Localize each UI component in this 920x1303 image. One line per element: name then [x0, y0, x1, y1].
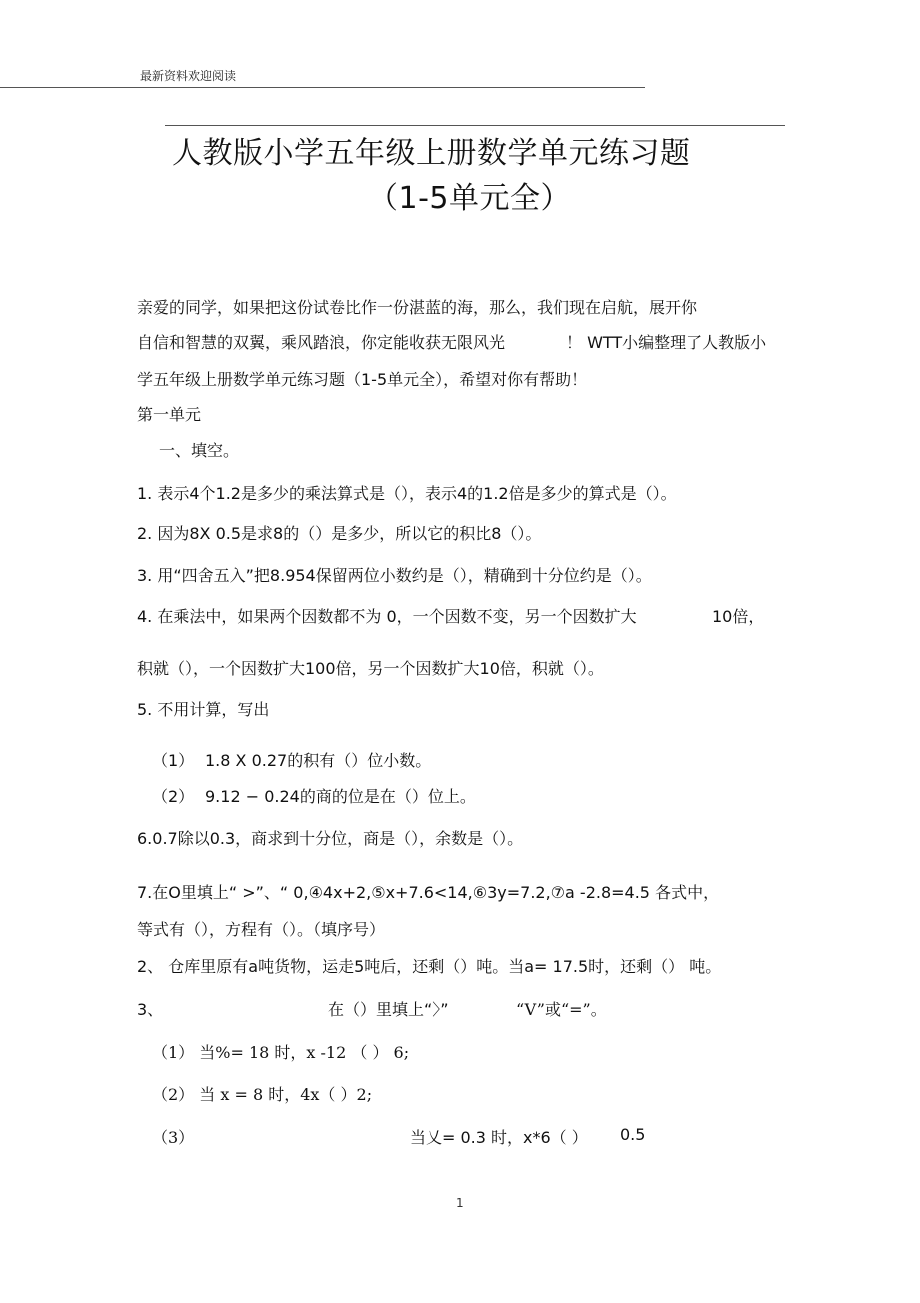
section-heading: 一、填空。 — [159, 441, 240, 460]
document-title: 人教版小学五年级上册数学单元练习题 — [172, 136, 691, 171]
compare-2: （2） 当 x = 8 时，4x（ ）2; — [152, 1085, 373, 1104]
question-3b-number: 3、 — [137, 1000, 164, 1019]
question-4-line-1: 4. 在乘法中，如果两个因数都不为 0，一个因数不变，另一个因数扩大 — [137, 607, 637, 626]
intro-line-2b: ！ WTT小编整理了人教版小 — [566, 333, 767, 352]
question-3b: 在（）里填上“〉” — [328, 1000, 449, 1019]
question-5-2-number: （2） — [152, 787, 195, 806]
question-6: 6.0.7除以0.3，商求到十分位，商是（），余数是（）。 — [137, 829, 524, 848]
document-subtitle: （1-5单元全） — [368, 181, 571, 216]
question-5-2: 9.12 − 0.24的商的位是在（）位上。 — [205, 787, 476, 806]
header-rule — [0, 87, 645, 88]
intro-line-2a: 自信和智慧的双翼，乘风踏浪，你定能收获无限风光 — [137, 333, 506, 352]
question-2b: 2、 仓库里原有a吨货物，运走5吨后，还剩（）吨。当a= 17.5时，还剩（） 吨。 — [137, 957, 722, 976]
compare-3-number: （3） — [152, 1128, 195, 1147]
question-5-1: 1.8 X 0.27的积有（）位小数。 — [205, 751, 432, 770]
intro-line-1: 亲爱的同学，如果把这份试卷比作一份湛蓝的海，那么，我们现在启航，展开你 — [137, 298, 698, 317]
compare-1: （1） 当%= 18 时，x -12 （ ） 6; — [152, 1043, 410, 1062]
question-4-line-1-end: 10倍， — [712, 607, 765, 626]
question-7-line-1: 7.在O里填上“ >”、“ 0,④4x+2,⑤x+7.6<14,⑥3y=7.2,⑦a -2.8=4.5 各式中， — [137, 883, 720, 902]
intro-line-3: 学五年级上册数学单元练习题（1-5单元全），希望对你有帮助！ — [137, 370, 588, 389]
question-3: 3. 用“四舍五入”把8.954保留两位小数约是（），精确到十分位约是（）。 — [137, 566, 652, 585]
question-5-1-number: （1） — [152, 751, 195, 770]
title-rule — [165, 125, 785, 126]
compare-3-value: 0.5 — [620, 1125, 646, 1144]
question-7-line-2: 等式有（），方程有（）。（填序号） — [137, 920, 386, 939]
question-2: 2. 因为8X 0.5是求8的（）是多少，所以它的积比8（）。 — [137, 524, 542, 543]
page-number: 1 — [456, 1196, 464, 1210]
question-1: 1. 表示4个1.2是多少的乘法算式是（），表示4的1.2倍是多少的算式是（）。 — [137, 484, 677, 503]
question-5: 5. 不用计算，写出 — [137, 700, 270, 719]
compare-3: 当乂= 0.3 时，x*6（ ） — [410, 1128, 588, 1147]
question-4-line-2: 积就（），一个因数扩大100倍，另一个因数扩大10倍，积就（）。 — [137, 659, 604, 678]
running-header: 最新资料欢迎阅读 — [140, 69, 237, 83]
unit-heading: 第一单元 — [137, 405, 202, 424]
question-3b-end: “V”或“=”。 — [516, 1000, 607, 1019]
